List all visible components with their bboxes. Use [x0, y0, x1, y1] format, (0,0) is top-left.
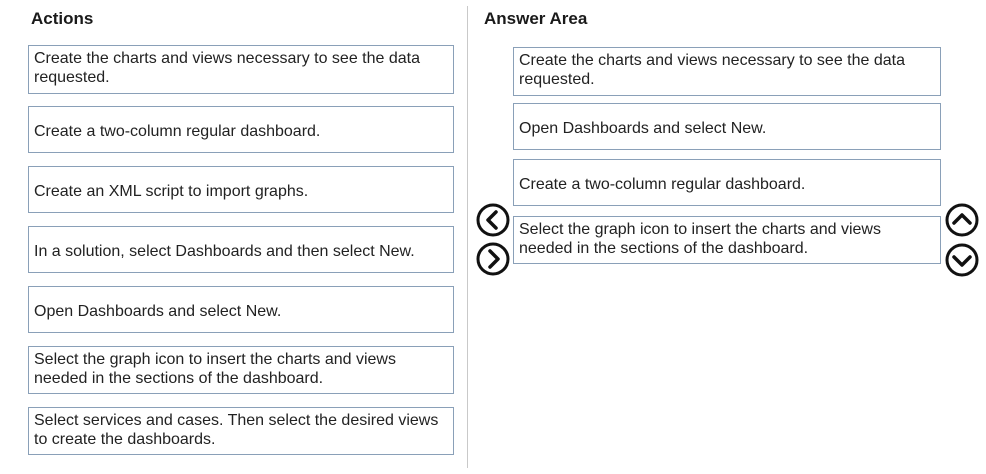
action-item[interactable] [28, 407, 454, 455]
action-item[interactable] [28, 286, 454, 333]
action-item[interactable] [28, 346, 454, 394]
answer-item-label: Create the charts and views necessary to see the data requested. [519, 52, 905, 88]
chevron-left-icon [476, 203, 510, 237]
answer-item-label: Select the graph icon to insert the charts and views needed in the sections of the dashboard. [519, 221, 881, 257]
action-item-label: Select the graph icon to insert the charts and views needed in the sections of the dashboard. [34, 351, 396, 387]
action-item-label: In a solution, select Dashboards and then select New. [34, 242, 415, 260]
action-item-label: Select services and cases. Then select the desired views to create the dashboards. [34, 412, 439, 448]
answer-item[interactable] [513, 216, 941, 264]
action-item-label: Create a two-column regular dashboard. [34, 122, 321, 140]
action-item-label: Create an XML script to import graphs. [34, 182, 309, 200]
action-item-label: Create the charts and views necessary to see the data requested. [34, 50, 420, 86]
chevron-right-icon [476, 242, 510, 276]
move-right-button[interactable] [476, 242, 510, 276]
move-up-button[interactable] [945, 203, 979, 237]
answer-area-heading: Answer Area [484, 9, 588, 28]
answer-item[interactable] [513, 47, 941, 96]
answer-item[interactable] [513, 159, 941, 206]
action-item[interactable] [28, 106, 454, 153]
actions-heading: Actions [31, 9, 94, 28]
move-left-button[interactable] [476, 203, 510, 237]
answer-item-label: Open Dashboards and select New. [519, 119, 767, 137]
answer-item-label: Create a two-column regular dashboard. [519, 175, 806, 193]
chevron-down-icon [945, 243, 979, 277]
action-item-label: Open Dashboards and select New. [34, 302, 282, 320]
action-item[interactable] [28, 226, 454, 273]
answer-item[interactable] [513, 103, 941, 150]
action-item[interactable] [28, 166, 454, 213]
move-down-button[interactable] [945, 243, 979, 277]
action-item[interactable] [28, 45, 454, 94]
column-divider [467, 6, 468, 468]
chevron-up-icon [945, 203, 979, 237]
